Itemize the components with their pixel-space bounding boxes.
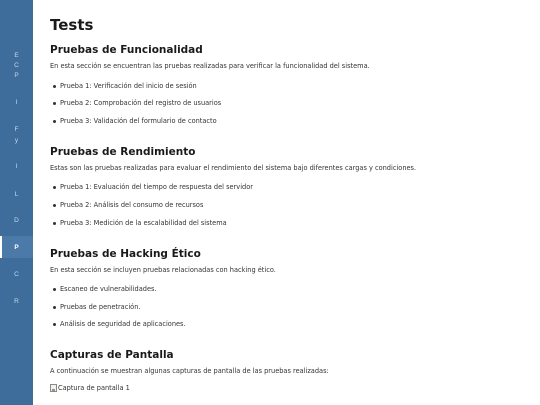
section-intro: En esta sección se encuentran las pruebas realizadas para verificar la funcionalidad del sistema.	[50, 62, 370, 70]
broken-image-icon	[50, 384, 57, 392]
sidebar-item-9[interactable]: D	[14, 217, 19, 224]
list-item: Prueba 2: Comprobación del registro de usuarios	[60, 99, 222, 107]
list-item: Prueba 1: Verificación del inicio de sesión	[60, 82, 197, 90]
sidebar-item-1[interactable]: E	[14, 52, 19, 59]
section-rendimiento	[50, 145, 530, 227]
section-intro: Estas son las pruebas realizadas para evaluar el rendimiento del sistema bajo diferentes cargas y condiciones.	[50, 164, 417, 172]
section-title: Capturas de Pantalla	[50, 349, 174, 361]
section-intro: A continuación se muestran algunas capturas de pantalla de las pruebas realizadas:	[50, 367, 329, 375]
sidebar-item-12[interactable]: R	[14, 298, 19, 305]
sidebar-item-10[interactable]: P	[14, 244, 19, 251]
list-item: Prueba 3: Medición de la escalabilidad del sistema	[60, 219, 227, 227]
sidebar-item-11[interactable]: C	[14, 271, 19, 278]
sidebar-item-4[interactable]: I	[15, 99, 18, 106]
section-capturas	[50, 348, 530, 376]
sidebar-item-7[interactable]: I	[15, 163, 18, 170]
list-item: Prueba 2: Análisis del consumo de recursos	[60, 201, 204, 209]
list-item: Pruebas de penetración.	[60, 303, 141, 311]
section-title: Pruebas de Rendimiento	[50, 146, 196, 158]
screenshot-image	[50, 384, 130, 392]
sidebar-item-3[interactable]: P	[14, 72, 19, 79]
list-item: Prueba 3: Validación del formulario de contacto	[60, 117, 217, 125]
section-hacking-etico	[50, 247, 530, 328]
sidebar-item-8[interactable]: L	[14, 191, 19, 198]
section-funcionalidad	[50, 43, 530, 125]
sidebar-item-6[interactable]: y	[14, 137, 19, 144]
sidebar-nav	[0, 0, 33, 405]
list-item: Escaneo de vulnerabilidades.	[60, 285, 157, 293]
page-title: Tests	[50, 16, 94, 34]
section-intro: En esta sección se incluyen pruebas relacionadas con hacking ético.	[50, 266, 276, 274]
section-title: Pruebas de Funcionalidad	[50, 44, 203, 56]
section-title: Pruebas de Hacking Ético	[50, 248, 201, 260]
image-alt-text: Captura de pantalla 1	[58, 384, 130, 392]
list-item: Prueba 1: Evaluación del tiempo de respuesta del servidor	[60, 183, 253, 191]
sidebar-item-2[interactable]: C	[14, 62, 19, 69]
sidebar-item-5[interactable]: F	[14, 126, 19, 133]
list-item: Análisis de seguridad de aplicaciones.	[60, 320, 186, 328]
